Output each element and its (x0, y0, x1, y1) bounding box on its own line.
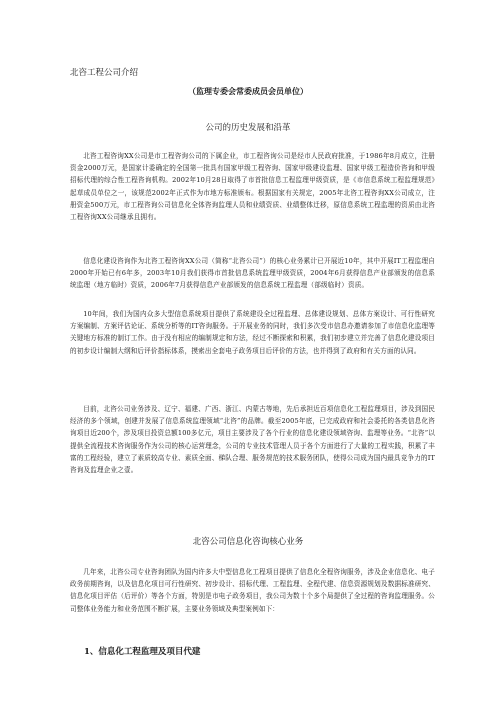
document-title: 北咨工程公司介绍 (70, 68, 139, 78)
paragraph-core-business: 几年来，北咨公司专业咨询团队为国内许多大中型信息化工程项目提供了信息化全程咨询服务，涉及企业信息化、电子政务前期咨询，以及信息化项目可行性研究、初步设计、招标代理、工程监理、全程代建、信息资源规划及数据标准研究、信息化项目评估（后评价）等各个方面，特别是市电子政务项目，我公司为数十个多个局提供了全过程的咨询监理服务。公司整体业务能力和业务范围不断扩展，主要业务领域及典型案例如下： (70, 568, 435, 613)
paragraph-company-background: 北咨工程咨询XX公司是市工程咨询公司的下属企业，市工程咨询公司是经市人民政府批准，于1986年8月成立，注册资金2000万元，是国家计委确定的全国第一批具有国家甲级工程咨询、国家甲级建设监理、国家甲级工程造价咨询和甲级招标代理的综合性工程咨询机构。2002年10月28日取得了市首批信息工程监理甲级资质，是《市信息系统工程监理规范》起草成员单位之一，该规范2002年正式作为市地方标准颁布。根据国家有关规定，2005年北咨工程咨询XX公司成立，注册资金500万元，市工程咨询公司信息化全体咨询监理人员和业绩资质、业绩整体迁移，原信息系统工程监理的资质由北咨工程咨询XX公司继承且拥有。 (70, 152, 435, 222)
paragraph-current-business: 目前，北咨公司业务涉及、辽宁、福建、广西、浙江、内蒙古等地，先后承担近百项信息化工程监理项目，涉及到国民经济的多个领域，创建并发展了信息系统监理领域“北咨”的品牌。截至2005年底，已完成政府和社会委托的各类信息化咨询项目近200个，涉及项目投资总额100多亿元，项目主要涉及了各个行业的信息化建设领域咨询、监理等业务。“北咨”以提供全流程技术咨询服务作为公司的核心运营理念，公司的专业技术管理人员于各个方面进行了大量的工程实践，积累了丰富的工程经验，建立了素质较高专业、素质全面、梯队合理、服务规范的技术服务团队，使得公司成为国内最具竞争力的IT咨询及监理企业之壹。 (70, 405, 435, 475)
section-heading-history: 公司的历史发展和沿革 (205, 123, 291, 133)
section-heading-core-business: 北咨公司信息化咨询核心业务 (192, 537, 304, 547)
paragraph-it-consulting: 信息化建设咨询作为北咨工程咨询XX公司（简称“北咨公司”）的核心业务累计已开展近10年，其中开展IT工程监理自2000年开始已有6年多，2003年10月我们获得市首批信息系统监理甲级资质，2004年6月获得信息产业部颁发的信息系统监理（地方临时）资质，2006年7月获得信息产业部颁发的信息系统工程监理（部级临时）资质。 (70, 257, 435, 290)
document-subtitle: （监理专委会常委成员会员单位） (188, 86, 308, 96)
paragraph-ten-years: 10年间，我们为国内众多大型信息系统项目提供了系统建设全过程监理、总体建设规划、总体方案设计、可行性研究方案编制、方案评估论证、系统分析等的IT咨询服务。于开展业务的同时，我们多次受市信息办邀请参加了市信息化监理等关键地方标准的制订工作。由于没有相应的编制规定和方法，经过不断探索和积累，我们初步建立并完善了信息化建设项目的初步设计编制大纲和后评价指标体系，摸索出全套电子政务项目后评价的方法，也并得到了政府和有关方面的认同。 (70, 310, 435, 355)
subsection-title: 1、信息化工程监理及项目代建 (84, 647, 201, 657)
